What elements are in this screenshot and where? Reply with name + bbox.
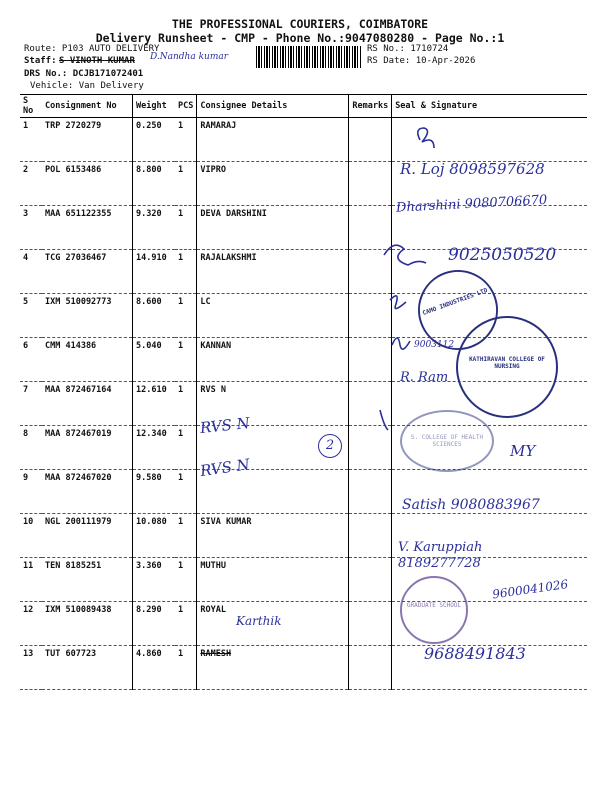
- company-title: THE PROFESSIONAL COURIERS, COIMBATORE: [171, 17, 429, 31]
- row-consignee: VIPRO: [197, 162, 349, 206]
- row-sno: 2: [20, 162, 42, 206]
- row-sno: 4: [20, 250, 42, 294]
- row-consignee: MUTHU: [197, 558, 349, 602]
- handwritten-consignee-13: Karthik: [236, 614, 282, 628]
- handwritten-sign-11: V. Karuppiah 8189277728: [398, 540, 483, 571]
- staff-label: Staff:: [24, 56, 57, 66]
- row-sno: 5: [20, 294, 42, 338]
- row-pcs: 1: [175, 250, 197, 294]
- stamp-text-b: KATHIRAVAN COLLEGE OF NURSING: [469, 356, 545, 370]
- row-weight: 12.610: [133, 382, 176, 426]
- rs-number: RS No.: 1710724: [367, 44, 449, 54]
- row-sno: 1: [20, 118, 42, 162]
- staff-handwritten: D.Nandha kumar: [150, 52, 229, 62]
- row-weight: 14.910: [133, 250, 176, 294]
- row-weight: 0.250: [133, 118, 176, 162]
- row-pcs: 1: [175, 118, 197, 162]
- row-weight: 5.040: [133, 338, 176, 382]
- circled-number: 2: [318, 434, 342, 458]
- row-pcs: 1: [175, 162, 197, 206]
- signature-mark-1: [418, 128, 434, 148]
- col-weight: Weight: [133, 95, 176, 118]
- drs-number: DRS No.: DCJB171072401: [24, 69, 144, 79]
- row-sno: 12: [20, 602, 42, 646]
- route-label: Route: P103 AUTO DELIVERY: [24, 44, 160, 54]
- row-consignment: TRP 2720279: [42, 118, 133, 162]
- row-consignee: ROYAL: [197, 602, 349, 646]
- handwritten-sign-9: MY: [510, 442, 536, 460]
- row-weight: 8.600: [133, 294, 176, 338]
- handwritten-sign-3: Dharshini 9080706670: [395, 192, 548, 216]
- staff-name: S VINOTH KUMAR: [59, 56, 135, 66]
- row-consignee: DEVA DARSHINI: [197, 206, 349, 250]
- row-consignment: CMM 414386: [42, 338, 133, 382]
- row-sno: 10: [20, 514, 42, 558]
- row-sno: 7: [20, 382, 42, 426]
- stamp-text-a: CAMO INDUSTRIES LTD: [421, 286, 489, 318]
- row-pcs: 1: [175, 426, 197, 470]
- col-consignee: Consignee Details: [197, 95, 349, 118]
- faint-stamp: [400, 410, 494, 472]
- col-pcs: PCS: [175, 95, 197, 118]
- runsheet-subtitle: Delivery Runsheet - CMP - Phone No.:9047080280 - Page No.:1: [95, 31, 505, 45]
- row-pcs: 1: [175, 470, 197, 514]
- handwritten-consignee-8: RVS N: [199, 413, 251, 438]
- signature-mark-5: [390, 296, 406, 309]
- row-pcs: 1: [175, 514, 197, 558]
- handwritten-sign-6: 9003112: [414, 340, 455, 350]
- rs-date: RS Date: 10-Apr-2026: [367, 56, 476, 66]
- row-consignee: LC: [197, 294, 349, 338]
- vehicle-label: Vehicle: Van Delivery: [30, 81, 144, 91]
- col-sno: S No: [20, 95, 42, 118]
- row-consignment: IXM 510092773: [42, 294, 133, 338]
- row-consignment: IXM 510089438: [42, 602, 133, 646]
- row-sno: 3: [20, 206, 42, 250]
- handwritten-sign-10: Satish 9080883967: [402, 497, 540, 513]
- signature-mark-8: [380, 410, 388, 430]
- row-sno: 13: [20, 646, 42, 690]
- college-stamp: [456, 316, 558, 418]
- row-consignment: POL 6153486: [42, 162, 133, 206]
- row-weight: 12.340: [133, 426, 176, 470]
- row-consignment: MAA 872467164: [42, 382, 133, 426]
- row-pcs: 1: [175, 646, 197, 690]
- row-consignment: MAA 651122355: [42, 206, 133, 250]
- row-consignee: RAMARAJ: [197, 118, 349, 162]
- row-consignment: TUT 607723: [42, 646, 133, 690]
- row-pcs: 1: [175, 602, 197, 646]
- row-weight: 9.580: [133, 470, 176, 514]
- handwritten-phone-13: 9688491843: [424, 644, 526, 663]
- handwritten-sign-4: 9025050520: [448, 245, 557, 265]
- signature-mark-4: [384, 245, 426, 265]
- row-pcs: 1: [175, 206, 197, 250]
- row-weight: 8.290: [133, 602, 176, 646]
- row-consignee: KANNAN: [197, 338, 349, 382]
- row-sno: 8: [20, 426, 42, 470]
- row-consignee: SIVA KUMAR: [197, 514, 349, 558]
- row-pcs: 1: [175, 382, 197, 426]
- row-consignment: TCG 27036467: [42, 250, 133, 294]
- row-weight: 3.360: [133, 558, 176, 602]
- stamp-text-d: GRADUATE SCHOOL: [406, 602, 462, 609]
- col-consignment: Consignment No: [42, 95, 133, 118]
- row-consignment: NGL 200111979: [42, 514, 133, 558]
- handwritten-sign-2: R. Loj 8098597628: [400, 160, 545, 178]
- row-sno: 11: [20, 558, 42, 602]
- row-pcs: 1: [175, 338, 197, 382]
- handwritten-sign-12: 9600041026: [491, 577, 569, 602]
- handwritten-sign-7: R. Ram: [400, 370, 449, 385]
- col-remarks: Remarks: [349, 95, 392, 118]
- row-consignment: MAA 872467019: [42, 426, 133, 470]
- row-sno: 6: [20, 338, 42, 382]
- row-weight: 4.860: [133, 646, 176, 690]
- row-weight: 8.800: [133, 162, 176, 206]
- row-consignee: RAMESH: [197, 646, 349, 690]
- row-consignee: RVS N: [197, 382, 349, 426]
- row-consignee: RAJALAKSHMI: [197, 250, 349, 294]
- signature-mark-6: [392, 338, 410, 349]
- row-consignment: TEN 8185251: [42, 558, 133, 602]
- row-consignment: MAA 872467020: [42, 470, 133, 514]
- row-weight: 10.080: [133, 514, 176, 558]
- stamp-text-c: S. COLLEGE OF HEALTH SCIENCES: [410, 434, 484, 448]
- row-sno: 9: [20, 470, 42, 514]
- row-pcs: 1: [175, 558, 197, 602]
- graduate-stamp: [400, 576, 468, 644]
- col-signature: Seal & Signature: [392, 95, 587, 118]
- handwritten-consignee-9: RVS N: [199, 455, 251, 481]
- row-weight: 9.320: [133, 206, 176, 250]
- row-pcs: 1: [175, 294, 197, 338]
